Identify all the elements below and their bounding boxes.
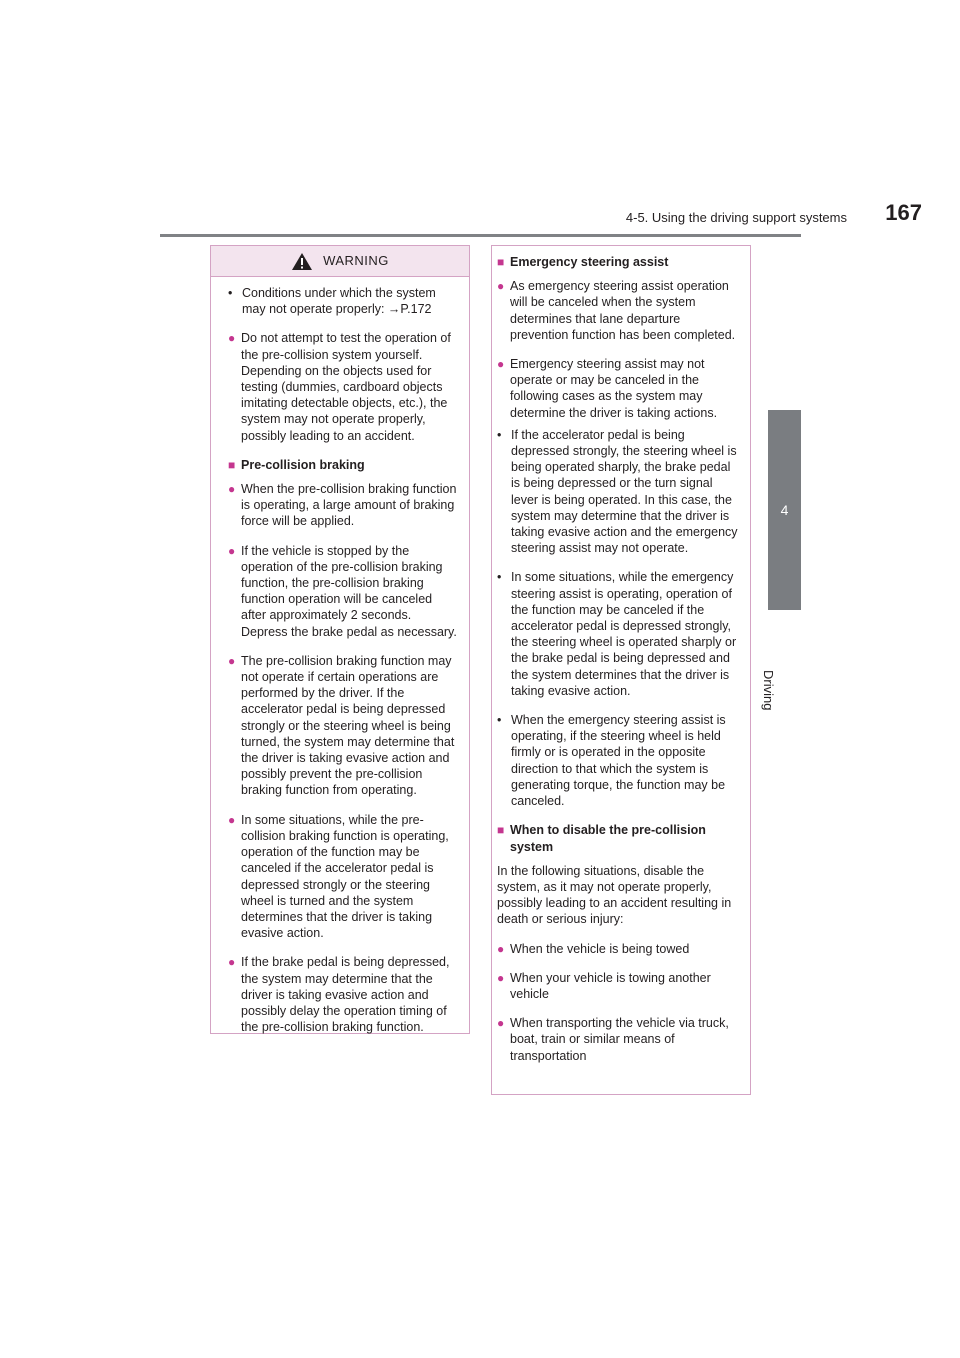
bullet-marker: ● xyxy=(228,543,236,558)
chapter-number: 4 xyxy=(780,502,789,518)
list-item xyxy=(228,330,459,443)
list-item xyxy=(497,941,738,957)
list-item xyxy=(497,278,738,343)
bullet-marker: ● xyxy=(497,357,505,372)
item-text: When the pre-collision braking function is operating, a large amount of braking force will be applied. xyxy=(241,482,457,529)
list-item xyxy=(497,356,738,421)
list-item xyxy=(497,569,738,699)
chapter-tab xyxy=(768,410,801,610)
page-reference-link[interactable]: P.172 xyxy=(400,302,432,317)
item-text: The pre-collision braking function may not operate if certain operations are performed by the driver. If the accelerator pedal is being depressed strongly or the steering wheel is being turned, the system may determine that the driver is taking evasive action and possibly prevent the pre-collision braking function from operating. xyxy=(241,653,455,798)
bullet-marker: ● xyxy=(228,482,236,497)
item-text: When the emergency steering assist is operating, if the steering wheel is held firmly or is operated in the opposite direction to that which the system is generating torque, the function may be canceled. xyxy=(511,713,726,809)
chapter-label xyxy=(761,620,800,711)
list-item xyxy=(497,712,738,809)
list-item xyxy=(228,285,459,317)
item-text: Emergency steering assist may not operate or may be canceled in the following cases as the system may determine the driver is taking actions. xyxy=(510,357,718,420)
item-text: When the vehicle is being towed xyxy=(510,941,690,956)
list-item xyxy=(228,481,459,530)
ref-arrow: → xyxy=(387,302,401,317)
list-item xyxy=(228,543,459,640)
subheading-text: When to disable the pre-collision system xyxy=(510,823,706,854)
subheading xyxy=(497,822,738,854)
bullet-marker: ● xyxy=(228,812,236,827)
bullet-marker: ● xyxy=(228,955,236,970)
warning-triangle-icon xyxy=(291,252,313,271)
item-text: In some situations, while the emergency steering assist is operating, operation of the function may be canceled if the accelerator pedal is depressed strongly, the steering wheel is operated sharply or the brake pedal is being depressed and the system determines that the driver is taking evasive action. xyxy=(511,570,737,698)
warning-header xyxy=(211,246,469,277)
bullet-marker: ● xyxy=(228,653,236,668)
list-item xyxy=(228,954,459,1035)
item-text: If the accelerator pedal is being depressed strongly, the steering wheel is being operated sharply, the brake pedal is being depressed or the turn signal lever is being operated. In this case, the system may determine that the driver is taking evasive action and the emergency steering assist may not operate. xyxy=(511,427,738,556)
bullet-marker: ● xyxy=(228,331,236,346)
list-item xyxy=(497,970,738,1002)
subheading xyxy=(497,254,738,270)
header-rule xyxy=(160,234,801,237)
bullet-marker: ● xyxy=(497,1016,505,1031)
subheading xyxy=(228,457,459,473)
continued-warning-box xyxy=(491,245,751,1095)
dot-marker: • xyxy=(497,713,502,728)
list-item xyxy=(228,653,459,799)
dot-marker: • xyxy=(497,427,502,442)
page-number: 167 xyxy=(885,200,922,225)
section-title: 4-5. Using the driving support systems xyxy=(625,210,847,225)
ref-text: Conditions under which the system may not operate properly: xyxy=(242,286,436,317)
paragraph: In the following situations, disable the system, as it may not operate properly, possibly leading to an accident resulting in death or serious injury: xyxy=(497,863,732,927)
bullet-marker: ● xyxy=(497,970,505,985)
warning-box xyxy=(210,245,470,1034)
warning-title: WARNING xyxy=(323,252,389,268)
dot-marker: • xyxy=(228,286,233,300)
chapter-label-text: Driving xyxy=(761,670,776,711)
subheading-text: Pre-collision braking xyxy=(241,457,365,472)
heading-marker: ■ xyxy=(228,457,236,472)
subheading-text: Emergency steering assist xyxy=(510,255,669,269)
list-item xyxy=(228,812,459,942)
bullet-marker: ● xyxy=(497,279,505,294)
item-text: In some situations, while the pre-collision braking function is operating, operation of the function may be canceled if the accelerator pedal is depressed strongly or the steering wheel is turned and the system determines that the driver is taking evasive action. xyxy=(241,812,449,941)
heading-marker: ■ xyxy=(497,823,505,838)
list-item xyxy=(497,427,738,557)
item-text: When transporting the vehicle via truck, boat, train or similar means of transportation xyxy=(510,1016,729,1063)
list-item xyxy=(497,1015,738,1064)
item-text: As emergency steering assist operation will be canceled when the system determines that lane departure prevention function has been completed. xyxy=(510,279,736,342)
item-text: When your vehicle is towing another vehicle xyxy=(510,970,711,1001)
item-text: If the vehicle is stopped by the operation of the pre-collision braking function, the pre-collision braking function operation will be canceled after approximately 2 seconds. Depress the brake pedal as necessary. xyxy=(241,543,457,639)
heading-marker: ■ xyxy=(497,255,505,269)
dot-marker: • xyxy=(497,570,502,585)
item-text: Do not attempt to test the operation of the pre-collision system yourself. Depending on the objects used for testing (dummies, cardboard objects imitating detectable objects, etc.), the system may not operate properly, possibly leading to an accident. xyxy=(241,331,451,443)
warning-body xyxy=(211,277,469,1035)
item-text: If the brake pedal is being depressed, the system may determine that the driver is taking evasive action and possibly delay the operation timing of the pre-collision braking function. xyxy=(241,955,450,1035)
bullet-marker: ● xyxy=(497,941,505,956)
